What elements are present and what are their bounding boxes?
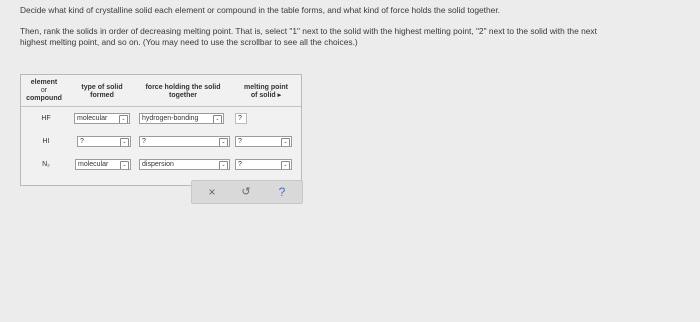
compound-label-n2: N₂ xyxy=(42,161,50,168)
force-select-n2[interactable] xyxy=(139,159,230,170)
header-divider xyxy=(21,106,301,107)
type-select-hf[interactable] xyxy=(74,113,130,124)
help-button[interactable] xyxy=(272,184,292,200)
instruction-line-2: Then, rank the solids in order of decreasing melting point. That is, select "1" next to the solid with the highest melting point, "2" next to the solid with the next xyxy=(20,26,597,36)
clear-button[interactable] xyxy=(202,184,222,200)
instruction-line-1: Decide what kind of crystalline solid each element or compound in the table forms, and what kind of force holds the solid together. xyxy=(20,5,500,15)
instruction-line-3: highest melting point, and so on. (You may need to use the scrollbar to see all the choices.) xyxy=(20,37,358,47)
type-select-n2[interactable] xyxy=(75,159,131,170)
cursor-icon: ▸ xyxy=(277,92,282,99)
melting-select-hi-value: ? xyxy=(238,138,242,145)
help-icon: ? xyxy=(278,185,286,199)
chevron-down-icon: ⌄ xyxy=(281,138,290,147)
force-select-hf-value: hydrogen-bonding xyxy=(142,115,199,122)
force-select-hi[interactable] xyxy=(139,136,230,147)
chevron-down-icon: ⌄ xyxy=(213,115,222,124)
type-select-n2-value: molecular xyxy=(78,161,109,168)
header-type-line1: type of solid xyxy=(81,84,123,91)
header-compound-line3: compound xyxy=(26,95,62,102)
force-select-n2-value: dispersion xyxy=(142,161,174,168)
header-force-line1: force holding the solid xyxy=(145,84,221,91)
chevron-down-icon: ⌄ xyxy=(119,115,128,124)
header-force xyxy=(134,84,232,100)
solids-table xyxy=(20,74,302,186)
header-compound-line2: or xyxy=(40,87,48,94)
chevron-down-icon: ⌄ xyxy=(120,161,129,170)
compound-label-hf: HF xyxy=(41,115,51,122)
undo-button[interactable] xyxy=(236,184,256,200)
type-select-hf-value: molecular xyxy=(77,115,108,122)
compound-label-hi: HI xyxy=(42,138,50,145)
melting-select-hf[interactable] xyxy=(235,113,247,124)
header-type xyxy=(71,84,133,100)
chevron-down-icon: ⌄ xyxy=(281,161,290,170)
header-type-line2: formed xyxy=(90,92,114,99)
type-select-hi-value: ? xyxy=(80,138,84,145)
chevron-down-icon: ⌄ xyxy=(120,138,129,147)
header-compound-line1: element xyxy=(30,79,58,86)
undo-icon: ↺ xyxy=(241,186,251,198)
melting-select-hi[interactable] xyxy=(235,136,292,147)
force-select-hi-value: ? xyxy=(142,138,146,145)
close-icon: × xyxy=(208,185,216,199)
melting-select-hf-value: ? xyxy=(238,115,242,122)
header-melting-line2-text: of solid xyxy=(250,92,276,99)
melting-select-n2[interactable] xyxy=(235,159,292,170)
chevron-down-icon: ⌄ xyxy=(219,161,228,170)
action-bar xyxy=(191,180,303,204)
melting-select-n2-value: ? xyxy=(238,161,242,168)
header-force-line2: together xyxy=(169,92,197,99)
header-compound xyxy=(21,79,67,103)
type-select-hi[interactable] xyxy=(77,136,131,147)
header-melting-line2 xyxy=(233,92,299,100)
chevron-down-icon: ⌄ xyxy=(219,138,228,147)
header-melting-line1: melting point xyxy=(244,84,288,91)
header-melting xyxy=(233,84,299,100)
force-select-hf[interactable] xyxy=(139,113,224,124)
